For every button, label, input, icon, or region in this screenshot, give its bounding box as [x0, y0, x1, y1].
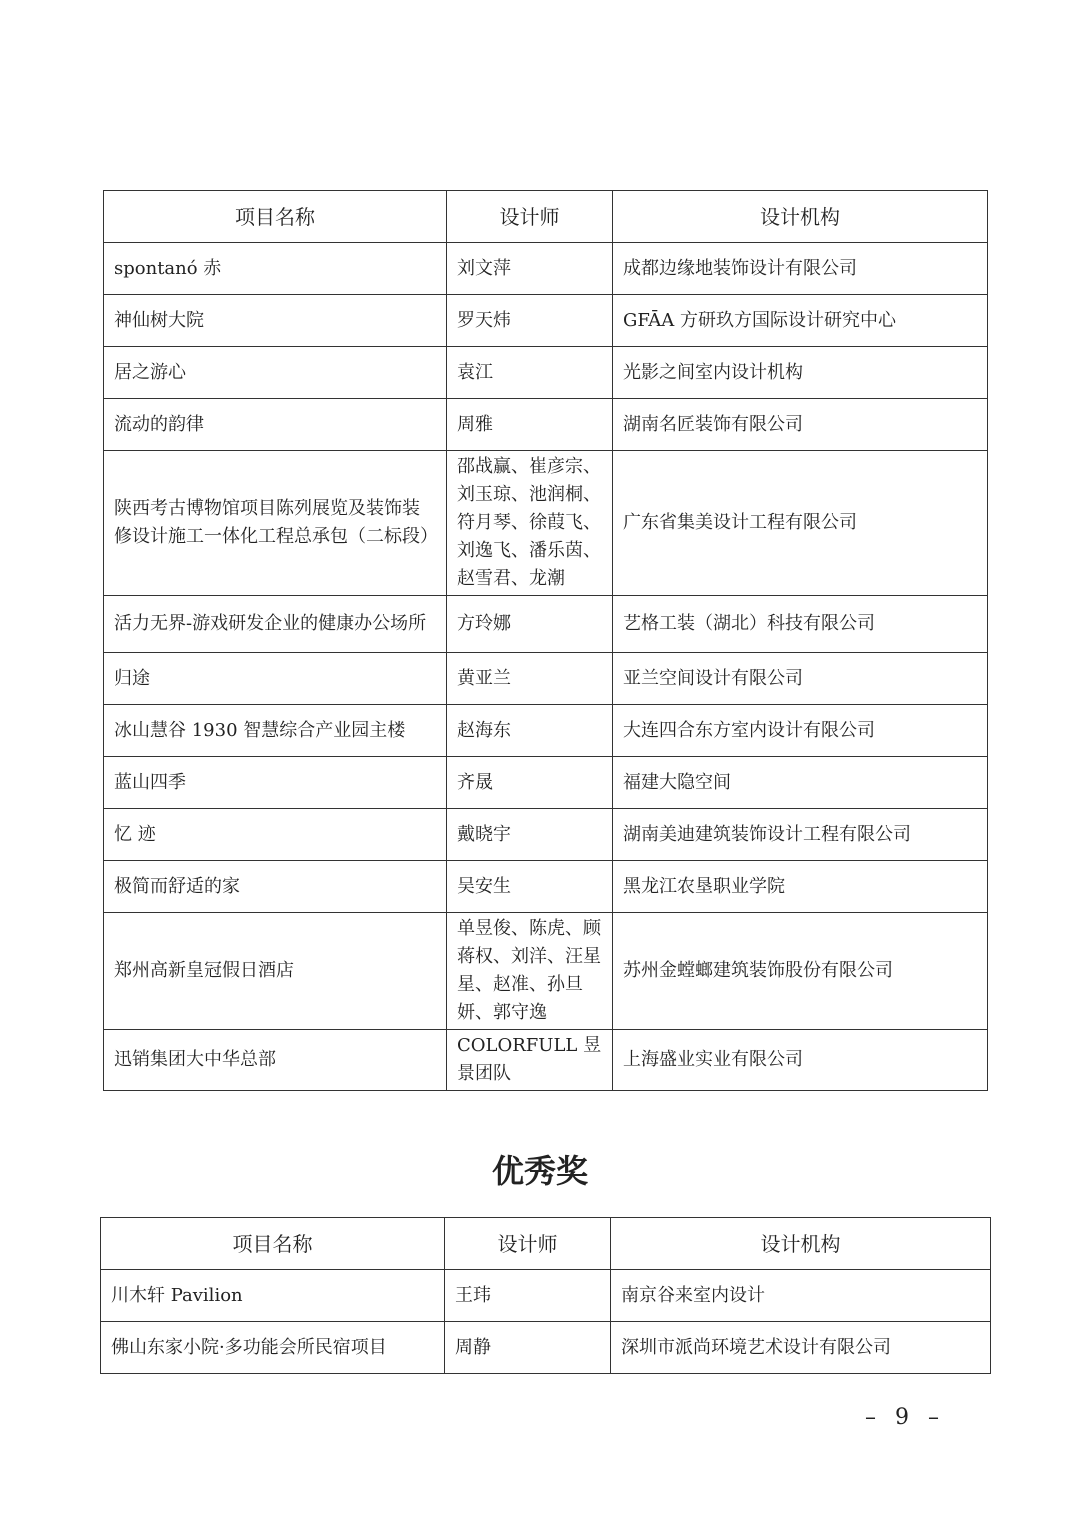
designer-cell: 吴安生 — [447, 861, 613, 913]
table-row — [104, 757, 988, 809]
table-row — [104, 347, 988, 399]
project-name-cell: 迅销集团大中华总部 — [104, 1030, 447, 1091]
organization-cell: 黑龙江农垦职业学院 — [613, 861, 988, 913]
header-designer: 设计师 — [445, 1218, 611, 1270]
designer-cell: 单昱俊、陈虎、顾蒋权、刘洋、汪星星、赵准、孙旦妍、郭守逸 — [447, 913, 613, 1030]
table-row — [104, 243, 988, 295]
project-name-cell: 蓝山四季 — [104, 757, 447, 809]
project-name-cell: 活力无界-游戏研发企业的健康办公场所 — [104, 596, 447, 653]
header-project-name: 项目名称 — [104, 191, 447, 243]
designer-cell: 王玮 — [445, 1270, 611, 1322]
designer-cell: 邵战赢、崔彦宗、刘玉琼、池润桐、符月琴、徐葭飞、刘逸飞、潘乐茵、赵雪君、龙潮 — [447, 451, 613, 596]
project-name-cell: 冰山慧谷 1930 智慧综合产业园主楼 — [104, 705, 447, 757]
header-organization: 设计机构 — [613, 191, 988, 243]
project-name-cell: 陕西考古博物馆项目陈列展览及装饰装修设计施工一体化工程总承包（二标段） — [104, 451, 447, 596]
organization-cell: GFĀA 方研玖方国际设计研究中心 — [613, 295, 988, 347]
project-name-cell: 川木轩 Pavilion — [101, 1270, 445, 1322]
project-name-cell: 居之游心 — [104, 347, 447, 399]
organization-cell: 深圳市派尚环境艺术设计有限公司 — [611, 1322, 991, 1374]
organization-cell: 湖南名匠装饰有限公司 — [613, 399, 988, 451]
designer-cell: 罗天炜 — [447, 295, 613, 347]
designer-cell: 齐晟 — [447, 757, 613, 809]
project-name-cell: 佛山东家小院·多功能会所民宿项目 — [101, 1322, 445, 1374]
table-row — [104, 705, 988, 757]
table-row — [104, 861, 988, 913]
organization-cell: 南京谷来室内设计 — [611, 1270, 991, 1322]
designer-cell: 黄亚兰 — [447, 653, 613, 705]
project-name-cell: 神仙树大院 — [104, 295, 447, 347]
designer-cell: 赵海东 — [447, 705, 613, 757]
table-row — [104, 451, 988, 596]
table-header-row — [101, 1218, 991, 1270]
organization-cell: 上海盛业实业有限公司 — [613, 1030, 988, 1091]
table-header-row — [104, 191, 988, 243]
designer-cell: COLORFULL 昱景团队 — [447, 1030, 613, 1091]
designer-cell: 袁江 — [447, 347, 613, 399]
page-number: – 9 – — [865, 1405, 945, 1430]
organization-cell: 艺格工装（湖北）科技有限公司 — [613, 596, 988, 653]
table-row — [104, 653, 988, 705]
header-project-name: 项目名称 — [101, 1218, 445, 1270]
organization-cell: 苏州金螳螂建筑装饰股份有限公司 — [613, 913, 988, 1030]
table-row — [104, 809, 988, 861]
section-title-excellence-award: 优秀奖 — [491, 1152, 588, 1190]
table-row — [104, 596, 988, 653]
project-name-cell: 归途 — [104, 653, 447, 705]
designer-cell: 周静 — [445, 1322, 611, 1374]
designer-cell: 周雅 — [447, 399, 613, 451]
project-name-cell: 忆 迹 — [104, 809, 447, 861]
project-name-cell: 极简而舒适的家 — [104, 861, 447, 913]
table-row — [101, 1270, 991, 1322]
organization-cell: 福建大隐空间 — [613, 757, 988, 809]
table-row — [104, 913, 988, 1030]
designer-cell: 方玲娜 — [447, 596, 613, 653]
designer-cell: 戴晓宇 — [447, 809, 613, 861]
organization-cell: 广东省集美设计工程有限公司 — [613, 451, 988, 596]
table-row — [101, 1322, 991, 1374]
table-row — [104, 1030, 988, 1091]
table-row — [104, 295, 988, 347]
award-table-main — [103, 190, 988, 1091]
project-name-cell: spontanó 赤 — [104, 243, 447, 295]
organization-cell: 亚兰空间设计有限公司 — [613, 653, 988, 705]
project-name-cell: 流动的韵律 — [104, 399, 447, 451]
header-organization: 设计机构 — [611, 1218, 991, 1270]
project-name-cell: 郑州高新皇冠假日酒店 — [104, 913, 447, 1030]
organization-cell: 大连四合东方室内设计有限公司 — [613, 705, 988, 757]
organization-cell: 湖南美迪建筑装饰设计工程有限公司 — [613, 809, 988, 861]
award-table-excellence — [100, 1217, 991, 1374]
header-designer: 设计师 — [447, 191, 613, 243]
table-row — [104, 399, 988, 451]
organization-cell: 成都边缘地装饰设计有限公司 — [613, 243, 988, 295]
organization-cell: 光影之间室内设计机构 — [613, 347, 988, 399]
designer-cell: 刘文萍 — [447, 243, 613, 295]
